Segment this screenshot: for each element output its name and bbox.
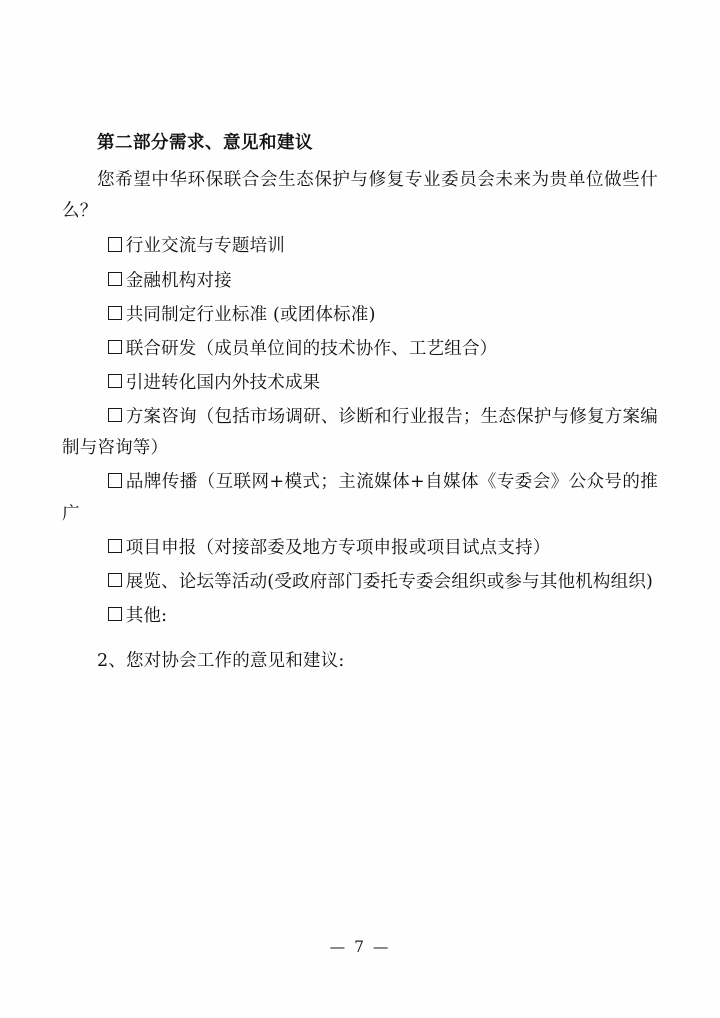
checkbox-icon[interactable]: [108, 272, 122, 286]
checkbox-icon[interactable]: [108, 306, 122, 320]
option-item[interactable]: [62, 231, 658, 262]
option-item[interactable]: [62, 567, 658, 598]
option-label: 共同制定行业标准 (或团体标准): [125, 304, 376, 325]
option-item[interactable]: [62, 533, 658, 564]
checkbox-icon[interactable]: [108, 607, 122, 621]
option-item[interactable]: [62, 266, 658, 297]
option-item[interactable]: [62, 402, 658, 464]
checkbox-icon[interactable]: [108, 237, 122, 251]
checkbox-icon[interactable]: [108, 473, 122, 487]
option-label: 行业交流与专题培训: [125, 236, 285, 257]
option-label: 联合研发（成员单位间的技术协作、工艺组合）: [125, 338, 498, 359]
option-label: 金融机构对接: [125, 270, 232, 291]
checkbox-icon[interactable]: [108, 340, 122, 354]
option-item[interactable]: [62, 300, 658, 331]
option-label: 引进转化国内外技术成果: [125, 372, 321, 393]
option-label: 方案咨询（包括市场调研、诊断和行业报告；生态保护与修复方案编制与咨询等）: [62, 407, 658, 459]
checkbox-icon[interactable]: [108, 539, 122, 553]
checkbox-icon[interactable]: [108, 573, 122, 587]
option-item[interactable]: [62, 334, 658, 365]
question-2-text: 2、您对协会工作的意见和建议:: [97, 651, 345, 672]
option-item[interactable]: [62, 601, 658, 632]
document-body: [62, 128, 658, 677]
section-title: 第二部分需求、意见和建议: [97, 133, 313, 153]
option-label: 项目申报（对接部委及地方专项申报或项目试点支持）: [125, 537, 551, 558]
option-label: 其他:: [125, 605, 168, 626]
option-label: 品牌传播（互联网+模式；主流媒体+自媒体《专委会》公众号的推广: [62, 472, 658, 524]
option-item[interactable]: [62, 368, 658, 399]
question-1-text: 您希望中华环保联合会生态保护与修复专业委员会未来为贵单位做些什么？: [62, 170, 658, 222]
option-item[interactable]: [62, 467, 658, 529]
checkbox-icon[interactable]: [108, 374, 122, 388]
option-label: 展览、论坛等活动(受政府部门委托专委会组织或参与其他机构组织): [125, 571, 654, 592]
page-number: — 7 —: [329, 938, 391, 956]
checkbox-icon[interactable]: [108, 408, 122, 422]
